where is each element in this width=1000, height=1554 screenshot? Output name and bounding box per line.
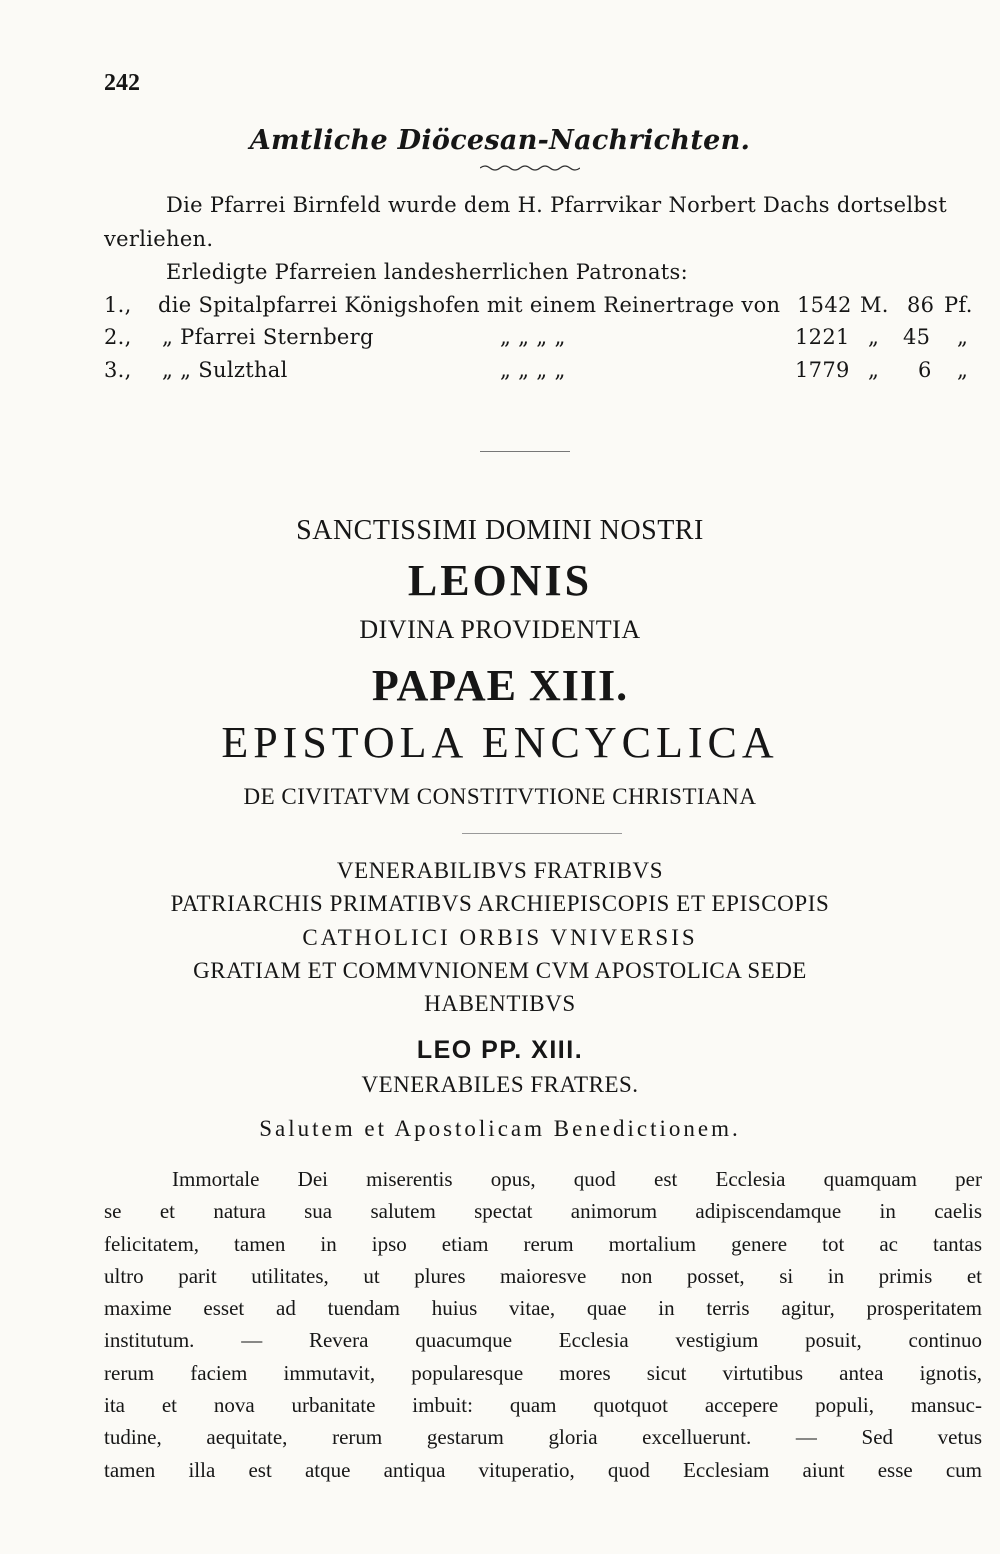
address-line-5: HABENTIBVS xyxy=(424,991,576,1016)
parish-description: „ „ Sulzthal xyxy=(162,358,288,382)
body-line: ita et nova urbanitate imbuit: quam quotquot accepere populi, mansuc- xyxy=(104,1393,982,1418)
ditto-marks: „ „ „ „ xyxy=(500,325,566,349)
salutation: VENERABILES FRATRES. xyxy=(361,1072,639,1097)
greeting: Salutem et Apostolicam Benedictionem. xyxy=(259,1116,741,1141)
encyclical-pope-title: PAPAE XIII. xyxy=(371,661,629,710)
encyclical-pope-name: LEONIS xyxy=(407,556,593,605)
parish-amount-marks: 1779 xyxy=(795,358,850,382)
address-line-4: GRATIAM ET COMMVNIONEM CVM APOSTOLICA SEDE xyxy=(193,958,807,983)
currency-mark: „ xyxy=(868,325,880,349)
body-line: tamen illa est atque antiqua vituperatio, quod Ecclesiam aiunt esse cum xyxy=(104,1457,982,1482)
parish-row-2 xyxy=(0,325,1000,355)
section-divider xyxy=(480,451,570,452)
parish-amount-pfennig: 45 xyxy=(903,325,931,349)
body-line: rerum faciem immutavit, popularesque mores sicut virtutibus antea ignotis, xyxy=(104,1360,982,1385)
title-divider xyxy=(462,833,622,834)
notice-line-1: Die Pfarrei Birnfeld wurde dem H. Pfarrvikar Norbert Dachs dortselbst xyxy=(166,193,947,217)
parish-number: 2., xyxy=(104,325,132,349)
currency-pfennig: Pf. xyxy=(944,293,973,317)
body-line: ultro parit utilitates, ut plures maioresve non posset, si in primis et xyxy=(104,1263,982,1288)
parish-description: „ Pfarrei Sternberg xyxy=(162,325,374,349)
address-line-3: CATHOLICI ORBIS VNIVERSIS xyxy=(302,925,698,950)
body-line: maxime esset ad tuendam huius vitae, quae in terris agitur, prosperitatem xyxy=(104,1296,982,1321)
parish-number: 3., xyxy=(104,358,132,382)
currency-pfennig: „ xyxy=(957,358,969,382)
body-line: felicitatem, tamen in ipso etiam rerum mortalium genere tot ac tantas xyxy=(104,1231,982,1256)
parish-number: 1., xyxy=(104,293,132,317)
address-line-2: PATRIARCHIS PRIMATIBVS ARCHIEPISCOPIS ET EPISCOPIS xyxy=(170,891,830,916)
page-number: 242 xyxy=(104,70,140,96)
encyclical-main-title: EPISTOLA ENCYCLICA xyxy=(221,718,779,767)
body-paragraph xyxy=(104,1163,982,1486)
body-line: institutum. — Revera quacumque Ecclesia vestigium posuit, continuo xyxy=(104,1328,982,1353)
ornament-wavy-rule xyxy=(480,163,580,173)
notice-line-2: verliehen. xyxy=(104,227,214,251)
encyclical-title-line-1: SANCTISSIMI DOMINI NOSTRI xyxy=(296,515,704,546)
parish-amount-pfennig: 6 xyxy=(918,358,932,382)
parish-row-1 xyxy=(0,293,1000,323)
section-heading: Amtliche Diöcesan-Nachrichten. xyxy=(249,125,751,156)
signatory: LEO PP. XIII. xyxy=(416,1036,584,1064)
parish-description: die Spitalpfarrei Königshofen mit einem Reinertrage von xyxy=(158,293,781,317)
currency-mark: „ xyxy=(868,358,880,382)
parish-amount-marks: 1221 xyxy=(795,325,850,349)
currency-pfennig: „ xyxy=(957,325,969,349)
parish-amount-pfennig: 86 xyxy=(907,293,935,317)
parish-row-3 xyxy=(0,358,1000,388)
vacant-parishes-title: Erledigte Pfarreien landesherrlichen Patronats: xyxy=(166,260,688,284)
encyclical-title-line-3: DIVINA PROVIDENTIA xyxy=(359,615,641,644)
parish-amount-marks: 1542 xyxy=(797,293,852,317)
currency-mark: M. xyxy=(860,293,889,317)
body-line: tudine, aequitate, rerum gestarum gloria excelluerunt. — Sed vetus xyxy=(104,1425,982,1450)
body-line: se et natura sua salutem spectat animorum adipiscendamque in caelis xyxy=(104,1199,982,1224)
ditto-marks: „ „ „ „ xyxy=(500,358,566,382)
body-line: Immortale Dei miserentis opus, quod est Ecclesia quamquam per xyxy=(172,1167,982,1191)
address-line-1: VENERABILIBVS FRATRIBVS xyxy=(336,858,664,883)
encyclical-subject: DE CIVITATVM CONSTITVTIONE CHRISTIANA xyxy=(243,784,757,809)
